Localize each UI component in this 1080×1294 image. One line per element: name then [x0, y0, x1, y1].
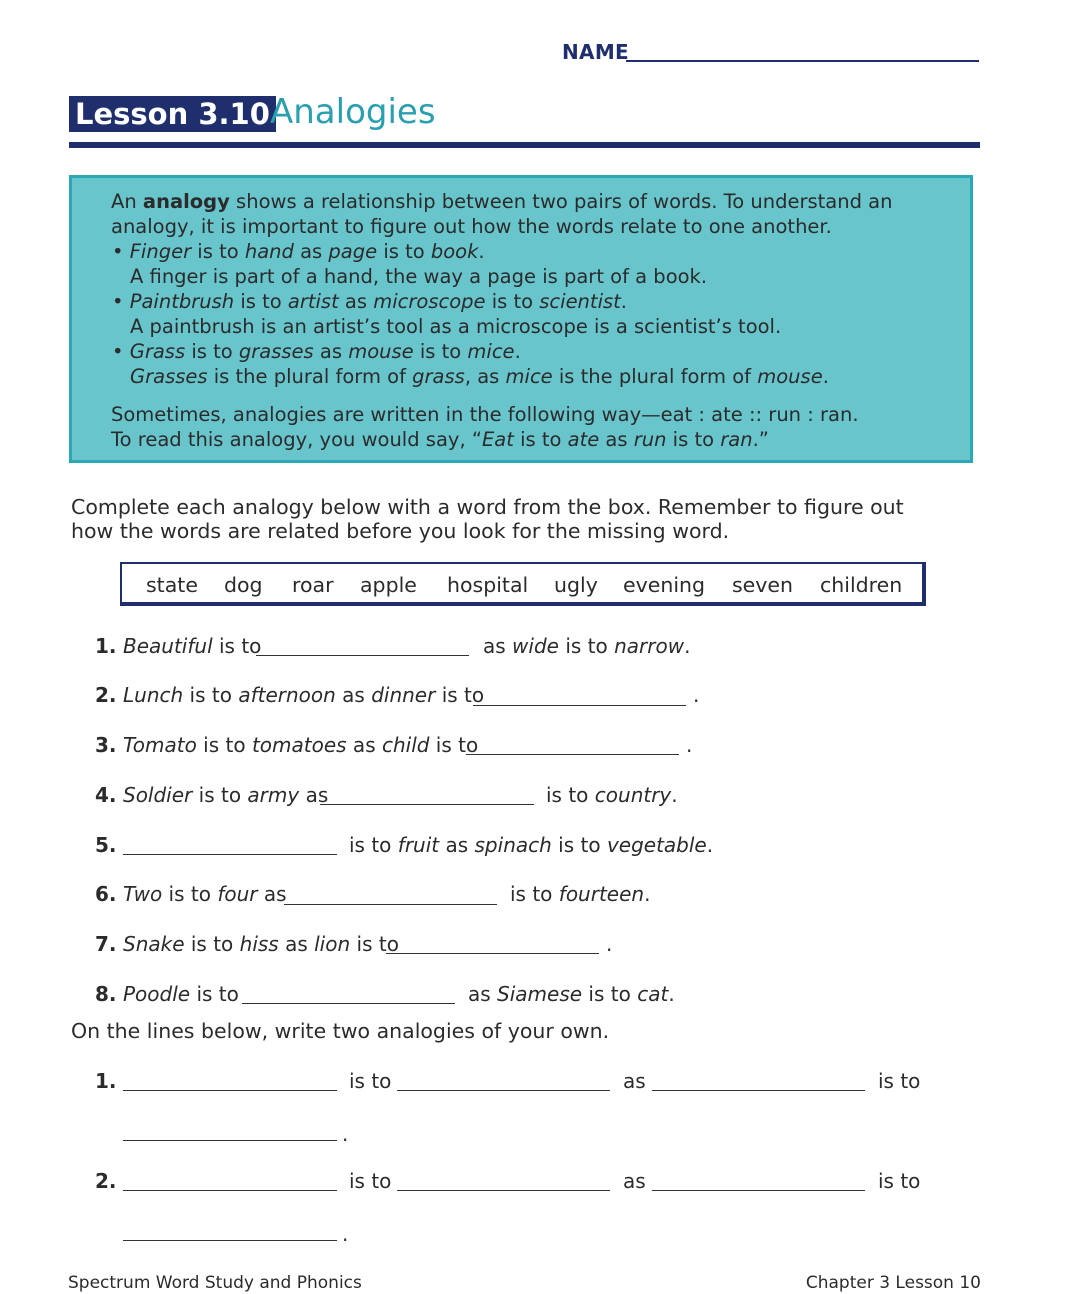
question-number: 6.: [95, 882, 117, 906]
info-bullet-3: • Grass is to grasses as mouse is to mice.: [112, 340, 521, 363]
question-number: 7.: [95, 932, 117, 956]
answer-blank-3[interactable]: [466, 754, 679, 755]
question-6-start: Two is to four as: [123, 882, 287, 906]
word-bank-item: apple: [360, 573, 417, 597]
question-1-start: Beautiful is to: [123, 634, 262, 658]
title-divider: [69, 142, 980, 148]
name-input-line[interactable]: [626, 60, 979, 62]
own-1-blank-a[interactable]: [123, 1090, 337, 1091]
question-7-start: Snake is to hiss as lion is to: [123, 932, 399, 956]
info-bullet-1: • Finger is to hand as page is to book.: [112, 240, 485, 263]
own-number: 1.: [95, 1069, 117, 1093]
info-line-1: An analogy shows a relationship between two pairs of words. To understand an: [111, 190, 893, 213]
own-1-blank-d[interactable]: [123, 1140, 337, 1141]
word-bank-item: children: [820, 573, 903, 597]
word-bank-item: evening: [623, 573, 706, 597]
answer-blank-4[interactable]: [320, 804, 534, 805]
info-sometimes: Sometimes, analogies are written in the following way—eat : ate :: run : ran.: [111, 403, 859, 426]
question-number: 8.: [95, 982, 117, 1006]
question-6-end: is to fourteen.: [510, 882, 651, 906]
word-bank-item: dog: [224, 573, 263, 597]
own-2-blank-d[interactable]: [123, 1240, 337, 1241]
info-bullet-2: • Paintbrush is to artist as microscope is to scientist.: [112, 290, 627, 313]
info-bullet-3-explain: Grasses is the plural form of grass, as mice is the plural form of mouse.: [130, 365, 829, 388]
instructions-line-2: how the words are related before you look for the missing word.: [71, 519, 730, 543]
question-number: 3.: [95, 733, 117, 757]
info-bullet-1-explain: A finger is part of a hand, the way a page is part of a book.: [130, 265, 708, 288]
own-1-blank-b[interactable]: [397, 1090, 610, 1091]
own-2-is-to-2: is to: [878, 1169, 921, 1193]
info-bullet-2-explain: A paintbrush is an artist’s tool as a microscope is a scientist’s tool.: [130, 315, 782, 338]
question-4-start: Soldier is to army as: [123, 783, 329, 807]
question-2-end: .: [693, 683, 700, 707]
info-line-2: analogy, it is important to figure out how the words relate to one another.: [111, 215, 832, 238]
instructions-line-1: Complete each analogy below with a word from the box. Remember to figure out: [71, 495, 904, 519]
own-1-blank-c[interactable]: [652, 1090, 865, 1091]
question-8-start: Poodle is to: [123, 982, 239, 1006]
question-8-end: as Siamese is to cat.: [468, 982, 675, 1006]
word-bank-item: state: [146, 573, 198, 597]
word-bank-item: roar: [292, 573, 334, 597]
own-1-is-to: is to: [349, 1069, 392, 1093]
question-number: 5.: [95, 833, 117, 857]
answer-blank-7[interactable]: [386, 953, 599, 954]
word-bank-item: hospital: [447, 573, 529, 597]
own-2-blank-b[interactable]: [397, 1190, 610, 1191]
question-7-end: .: [606, 932, 613, 956]
info-read: To read this analogy, you would say, “Eat is to ate as run is to ran.”: [111, 428, 769, 451]
own-2-end: .: [342, 1222, 349, 1246]
question-1-end: as wide is to narrow.: [483, 634, 691, 658]
own-2-blank-a[interactable]: [123, 1190, 337, 1191]
own-1-as: as: [623, 1069, 646, 1093]
question-number: 2.: [95, 683, 117, 707]
footer-chapter-lesson: Chapter 3 Lesson 10: [805, 1273, 981, 1293]
answer-blank-5[interactable]: [123, 854, 337, 855]
own-number: 2.: [95, 1169, 117, 1193]
own-2-blank-c[interactable]: [652, 1190, 865, 1191]
question-3-start: Tomato is to tomatoes as child is to: [123, 733, 479, 757]
question-3-end: .: [686, 733, 693, 757]
name-label: NAME: [562, 40, 629, 64]
question-5-end: is to fruit as spinach is to vegetable.: [349, 833, 714, 857]
own-2-as: as: [623, 1169, 646, 1193]
answer-blank-8[interactable]: [242, 1003, 455, 1004]
lesson-title: Analogies: [270, 92, 436, 132]
answer-blank-2[interactable]: [473, 705, 686, 706]
question-number: 4.: [95, 783, 117, 807]
own-1-is-to-2: is to: [878, 1069, 921, 1093]
own-1-end: .: [342, 1122, 349, 1146]
own-analogies-instruction: On the lines below, write two analogies of your own.: [71, 1019, 610, 1043]
answer-blank-1[interactable]: [256, 655, 469, 656]
question-4-end: is to country.: [546, 783, 678, 807]
footer-book-title: Spectrum Word Study and Phonics: [68, 1273, 362, 1293]
question-2-start: Lunch is to afternoon as dinner is to: [123, 683, 485, 707]
own-2-is-to: is to: [349, 1169, 392, 1193]
answer-blank-6[interactable]: [284, 904, 497, 905]
question-number: 1.: [95, 634, 117, 658]
word-bank-item: ugly: [554, 573, 598, 597]
lesson-number-badge: Lesson 3.10: [69, 96, 276, 132]
word-bank-item: seven: [732, 573, 794, 597]
